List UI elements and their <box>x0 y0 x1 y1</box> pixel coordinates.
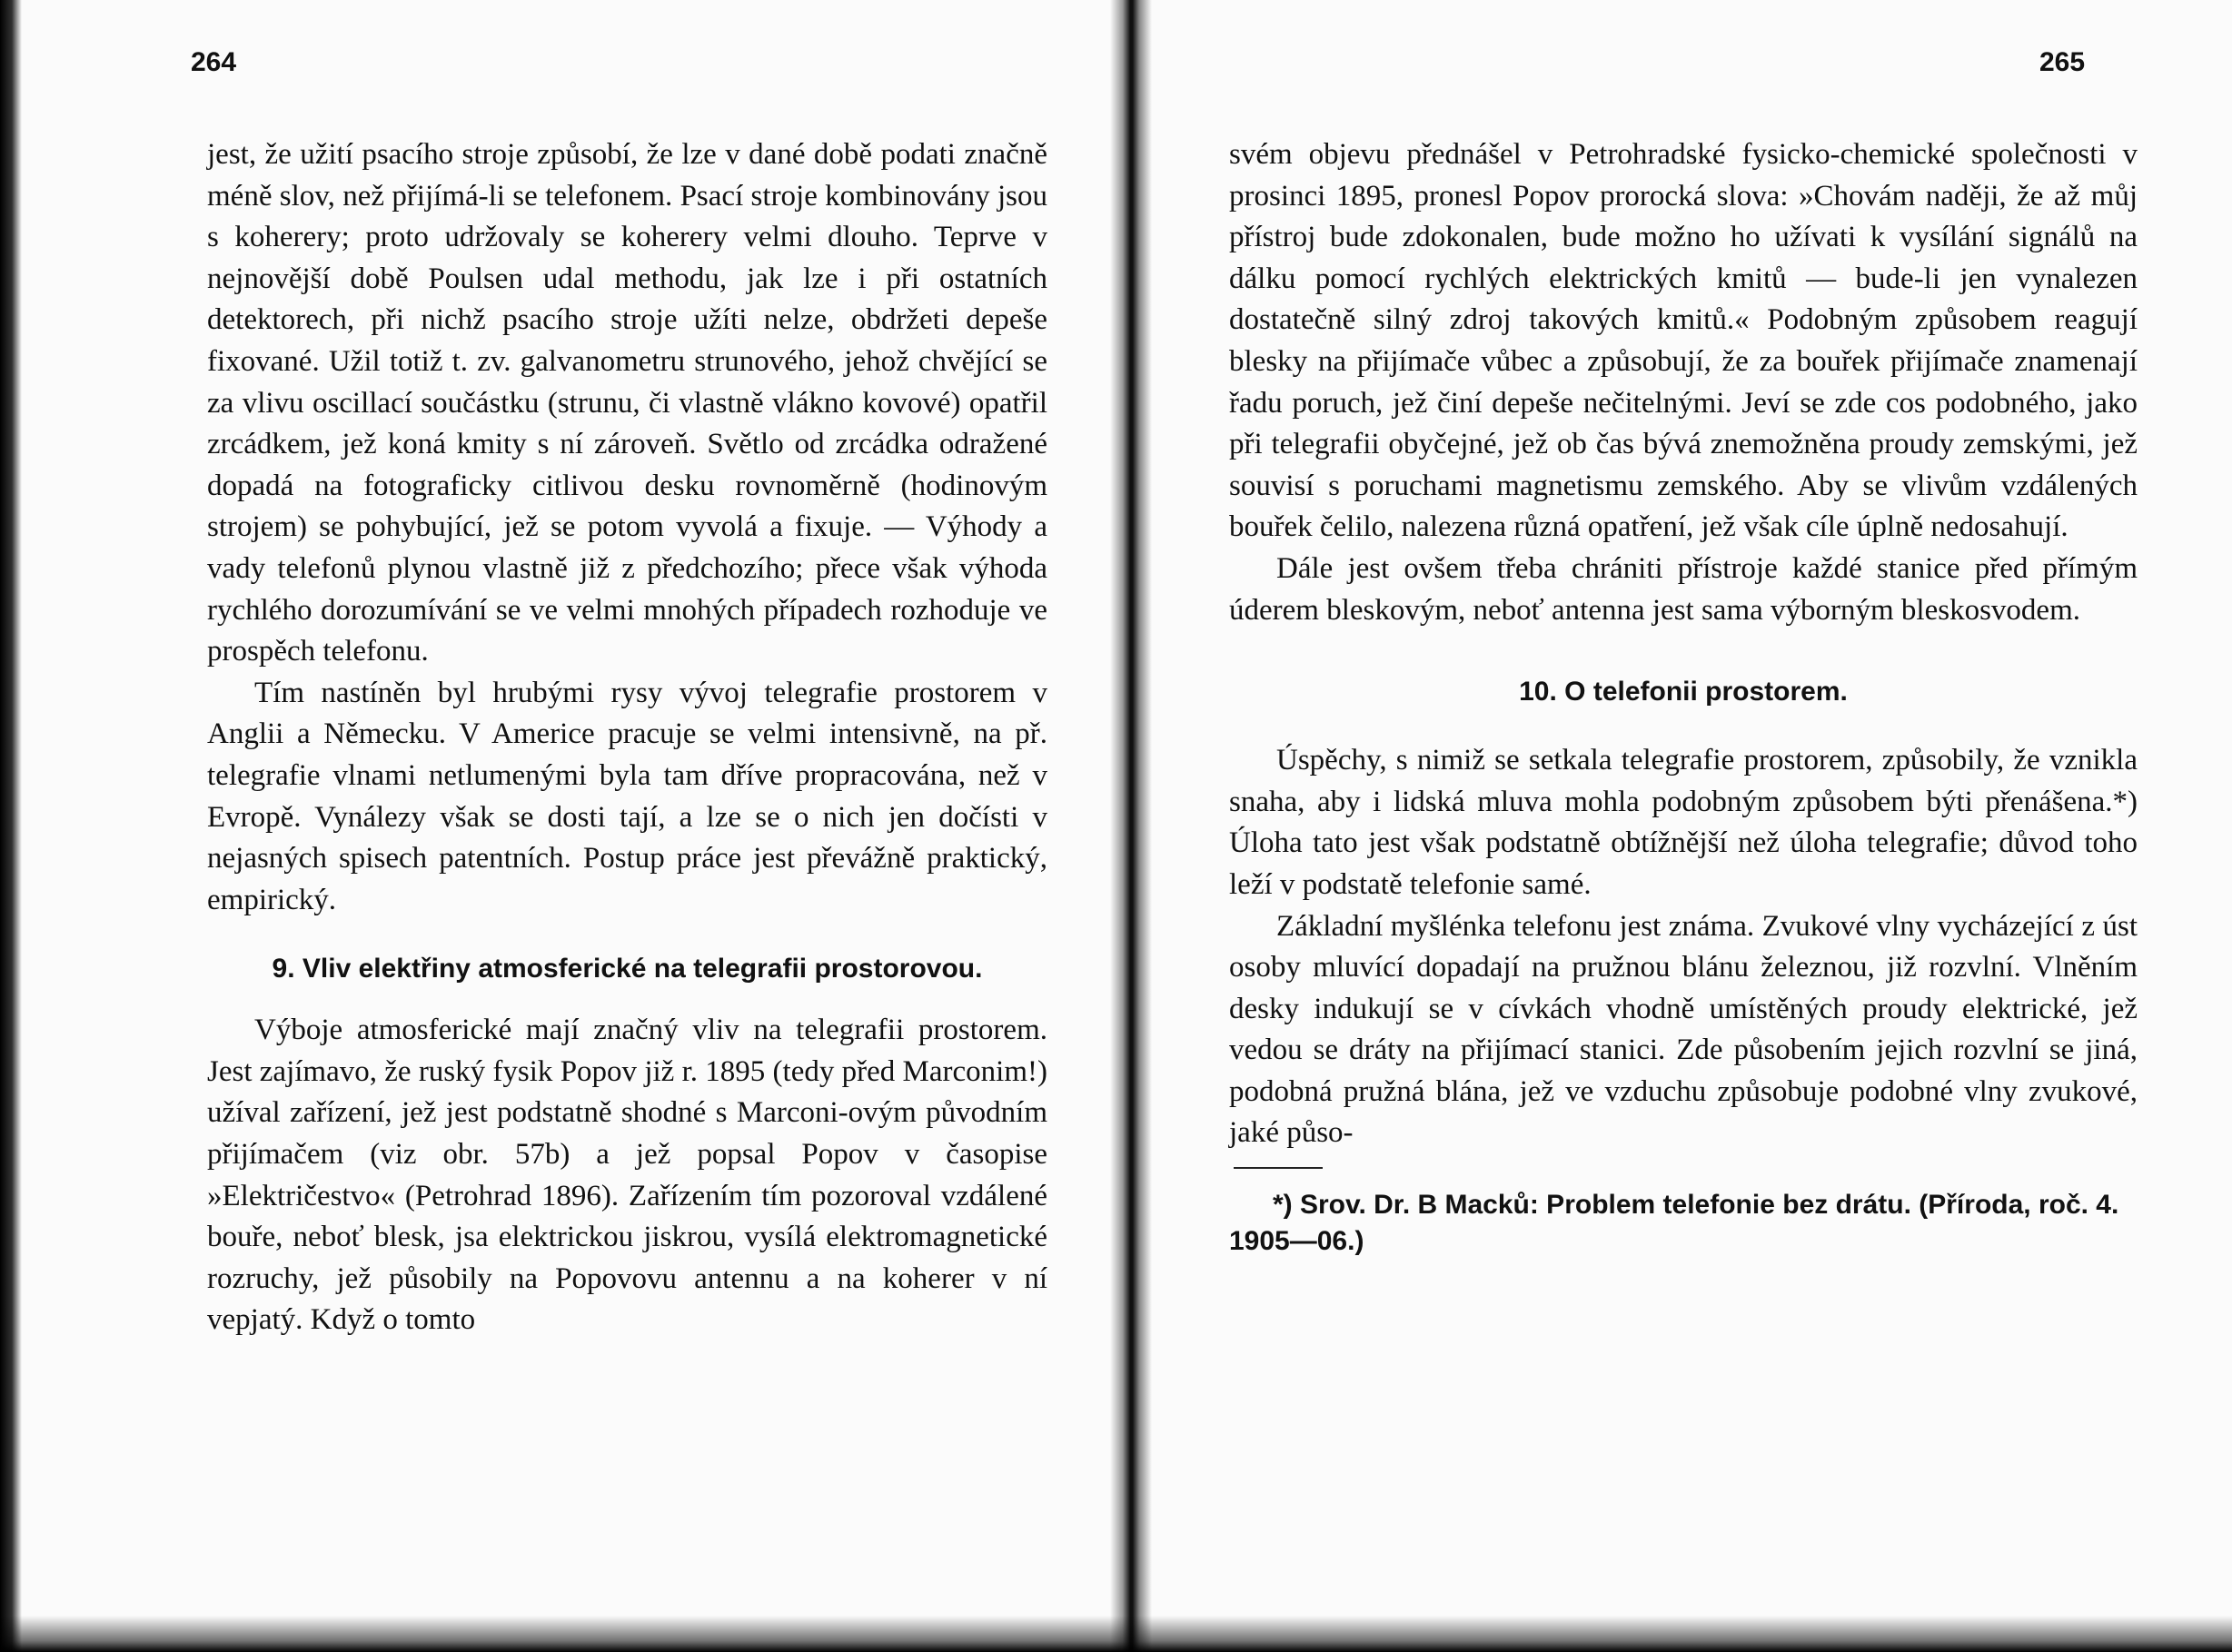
left-text-column <box>207 134 1047 1341</box>
footnote: *) Srov. Dr. B Macků: Problem telefonie bez drátu. (Příroda, roč. 4. 1905—06.) <box>1229 1190 2119 1257</box>
left-paragraph-1: jest, že užití psacího stroje způsobí, že lze v dané době podati značně méně slov, než přijímá-li se telefonem. Psací stroje kombinovány jsou s koherery; proto udržovaly se koherery velmi dlouho. Teprve v nejnovější době Poulsen udal methodu, jak lze i při ostatních detektorech, při nichž psacího stroje užíti nelze, obdržeti depeše fixované. Užil totiž t. zv. galvanometru strunového, jehož chvějící se za vlivu oscillací součástku (strunu, či vlastně vlákno kovové) opatřil zrcádkem, jež koná kmity s ní zároveň. Světlo od zrcádka odražené dopadá na fotograficky citlivou desku rovnoměrně (hodinovým strojem) se pohybující, jež se potom vyvolá a fixuje. — Výhody a vady telefonů plynou vlastně již z předchozího; přece však výhoda rychlého dorozumívání se ve velmi mnohých případech rozhoduje ve prospěch telefonu. <box>207 138 1047 668</box>
section-heading-10: 10. O telefonii prostorem. <box>1519 677 1848 707</box>
right-text-column <box>1229 134 2138 1260</box>
book-gutter <box>1110 0 1152 1652</box>
bottom-edge-shadow <box>0 1616 2232 1652</box>
right-page <box>1131 0 2232 1652</box>
right-paragraph-2: Dále jest ovšem třeba chrániti přístroje každé stanice před přímým úderem bleskovým, neboť antenna jest sama výborným bleskosvodem. <box>1229 551 2138 627</box>
left-paragraph-3: Výboje atmosferické mají značný vliv na telegrafii prostorem. Jest zajímavo, že ruský fysik Popov již r. 1895 (tedy před Marconim!) užíval zařízení, jež jest podstatně shodné s Marconi-ovým původním přijímačem (viz obr. 57b) a jež popsal Popov v časopise »Električestvo« (Petrohrad 1896). Zařízením tím pozoroval vzdálené bouře, neboť blesk, jsa elektrickou jiskrou, vysílá elektromagnetické rozruchy, jež působily na Popovovu antennu a na koherer v ní vepjatý. Když o tomto <box>207 1014 1047 1337</box>
page-number-left: 264 <box>191 47 237 77</box>
right-paragraph-4: Základní myšlénka telefonu jest známa. Zvukové vlny vycházející z úst osoby mluvící dopadají na pružnou blánu železnou, již rozvlní. Vlněním desky indukují se v cívkách vhodně umístěných proudy elektrické, jež vedou se dráty na přijímací stanici. Zde působením jejich rozvlní se jiná, podobná pružná blána, jež ve vzduchu způsobuje podobné vlny zvukové, jaké půso- <box>1229 909 2138 1150</box>
left-paragraph-2: Tím nastíněn byl hrubými rysy vývoj telegrafie prostorem v Anglii a Německu. V Americe pracuje se velmi intensivně, na př. telegrafie vlnami netlumenými byla tam dříve propracována, než v Evropě. Vynálezy však se dosti tají, a lze se o nich jen dočísti v nejasných spisech patentních. Postup práce jest převážně praktický, empirický. <box>207 676 1047 916</box>
right-paragraph-1: svém objevu přednášel v Petrohradské fysicko-chemické společnosti v prosinci 1895, pronesl Popov prorocká slova: »Chovám naději, že až můj přístroj bude zdokonalen, bude možno ho užívati k vysílání signálů na dálku pomocí rychlých elektrických kmitů — bude-li jen vynalezen dostatečně silný zdroj takových kmitů.« Podobným způsobem reagují blesky na přijímače vůbec a způsobují, že za bouřek přijímače znamenají řadu poruch, jež činí depeše nečitelnými. Jeví se zde cos podobného, jako při telegrafii obyčejné, jež ob čas bývá znemožněna proudy zemskými, jež souvisí s poruchami magnetismu zemského. Aby se vlivům vzdálených bouřek čelilo, nalezena různá opatření, jež však cíle úplně nedosahují. <box>1229 138 2138 544</box>
right-paragraph-3: Úspěchy, s nimiž se setkala telegrafie prostorem, způsobily, že vznikla snaha, aby i lidská mluva mohla podobným způsobem býti přenášena.*) Úloha tato jest však podstatně obtížnější než úloha telegrafie; důvod toho leží v podstatě telefonie samé. <box>1229 744 2138 901</box>
section-heading-9: 9. Vliv elektřiny atmosferické na telegrafii prostorovou. <box>272 954 983 984</box>
page-number-right: 265 <box>2039 47 2086 77</box>
left-edge-shadow <box>0 0 22 1652</box>
footnote-divider <box>1234 1167 1323 1169</box>
